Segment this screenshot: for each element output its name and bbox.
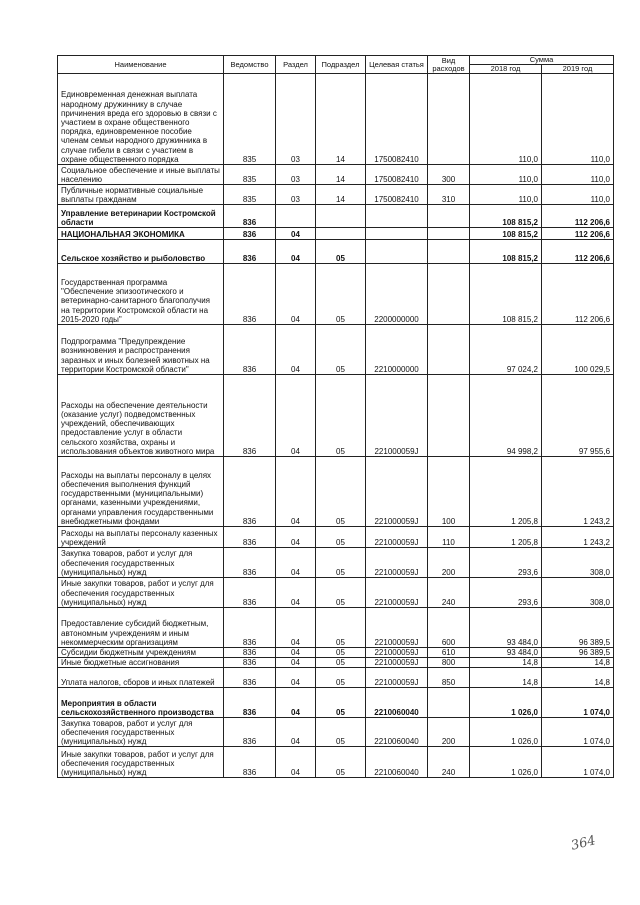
row-sum-2018: 110,0 [470, 74, 542, 165]
row-razdel: 04 [276, 264, 316, 325]
row-expense-type: 800 [428, 658, 470, 668]
row-expense-type [428, 74, 470, 165]
budget-table [57, 55, 614, 778]
row-sum-2019: 112 206,6 [542, 264, 614, 325]
row-article [366, 205, 428, 228]
row-vedomstvo: 836 [224, 688, 276, 718]
row-razdel: 04 [276, 240, 316, 264]
header-name: Наименование [58, 56, 224, 74]
row-expense-type [428, 264, 470, 325]
row-vedomstvo: 836 [224, 658, 276, 668]
row-expense-type [428, 325, 470, 375]
row-expense-type: 610 [428, 648, 470, 658]
row-article: 2210060040 [366, 747, 428, 778]
row-name: Иные бюджетные ассигнования [58, 658, 224, 668]
row-razdel: 03 [276, 74, 316, 165]
table-row [58, 185, 614, 205]
table-row [58, 658, 614, 668]
row-expense-type: 110 [428, 527, 470, 548]
row-sum-2019: 112 206,6 [542, 205, 614, 228]
row-vedomstvo: 836 [224, 747, 276, 778]
row-name: Субсидии бюджетным учреждениям [58, 648, 224, 658]
table-row [58, 648, 614, 658]
header-sum: Сумма [470, 56, 614, 65]
header-podrazdel: Подраздел [316, 56, 366, 74]
row-name: Расходы на обеспечение деятельности (оказание услуг) подведомственных учреждений, обеспечивающих предоставление услуг в области сельского хозяйства, охраны и использования объектов животного мира [58, 375, 224, 457]
row-podrazdel: 14 [316, 185, 366, 205]
row-podrazdel: 05 [316, 608, 366, 648]
row-article: 1750082410 [366, 185, 428, 205]
row-article: 2210060040 [366, 718, 428, 747]
header-year-2019: 2019 год [542, 65, 614, 74]
row-sum-2019: 96 389,5 [542, 608, 614, 648]
row-name: Мероприятия в области сельскохозяйственного производства [58, 688, 224, 718]
row-razdel: 04 [276, 688, 316, 718]
row-name: Иные закупки товаров, работ и услуг для обеспечения государственных (муниципальных) нужд [58, 747, 224, 778]
row-sum-2019: 96 389,5 [542, 648, 614, 658]
row-podrazdel [316, 228, 366, 240]
table-row [58, 668, 614, 688]
row-sum-2018: 110,0 [470, 165, 542, 185]
row-podrazdel: 05 [316, 548, 366, 578]
row-article: 221000059J [366, 457, 428, 527]
row-razdel: 04 [276, 668, 316, 688]
row-sum-2019: 14,8 [542, 658, 614, 668]
header-article: Целевая статья [366, 56, 428, 74]
row-expense-type [428, 240, 470, 264]
row-sum-2018: 94 998,2 [470, 375, 542, 457]
row-vedomstvo: 836 [224, 608, 276, 648]
row-sum-2019: 97 955,6 [542, 375, 614, 457]
row-podrazdel: 05 [316, 688, 366, 718]
row-sum-2019: 308,0 [542, 548, 614, 578]
row-podrazdel: 05 [316, 658, 366, 668]
row-razdel: 04 [276, 457, 316, 527]
row-razdel: 04 [276, 578, 316, 608]
row-vedomstvo: 836 [224, 527, 276, 548]
row-sum-2019: 110,0 [542, 165, 614, 185]
row-expense-type: 850 [428, 668, 470, 688]
row-sum-2018: 108 815,2 [470, 205, 542, 228]
table-row [58, 688, 614, 718]
row-vedomstvo: 835 [224, 185, 276, 205]
row-sum-2018: 1 205,8 [470, 527, 542, 548]
header-vedomstvo: Ведомство [224, 56, 276, 74]
row-name: Закупка товаров, работ и услуг для обеспечения государственных (муниципальных) нужд [58, 548, 224, 578]
row-expense-type: 200 [428, 548, 470, 578]
row-vedomstvo: 836 [224, 240, 276, 264]
row-name: Публичные нормативные социальные выплаты гражданам [58, 185, 224, 205]
table-row [58, 228, 614, 240]
row-podrazdel: 05 [316, 375, 366, 457]
row-article: 2210000000 [366, 325, 428, 375]
row-vedomstvo: 836 [224, 205, 276, 228]
row-sum-2019: 14,8 [542, 668, 614, 688]
row-name: Социальное обеспечение и иные выплаты населению [58, 165, 224, 185]
row-sum-2019: 112 206,6 [542, 240, 614, 264]
table-row [58, 548, 614, 578]
row-article [366, 240, 428, 264]
row-name: Управление ветеринарии Костромской области [58, 205, 224, 228]
row-vedomstvo: 836 [224, 718, 276, 747]
row-sum-2019: 1 074,0 [542, 747, 614, 778]
row-razdel: 03 [276, 165, 316, 185]
row-sum-2018: 293,6 [470, 548, 542, 578]
row-expense-type: 240 [428, 747, 470, 778]
row-razdel: 04 [276, 325, 316, 375]
row-podrazdel: 05 [316, 578, 366, 608]
row-name: Предоставление субсидий бюджетным, автономным учреждениям и иным некоммерческим организациям [58, 608, 224, 648]
table-row [58, 747, 614, 778]
row-sum-2019: 112 206,6 [542, 228, 614, 240]
row-razdel: 04 [276, 608, 316, 648]
row-sum-2019: 1 243,2 [542, 457, 614, 527]
row-name: Сельское хозяйство и рыболовство [58, 240, 224, 264]
row-razdel: 04 [276, 648, 316, 658]
row-sum-2018: 14,8 [470, 668, 542, 688]
row-vedomstvo: 836 [224, 578, 276, 608]
row-vedomstvo: 836 [224, 228, 276, 240]
row-name: Закупка товаров, работ и услуг для обеспечения государственных (муниципальных) нужд [58, 718, 224, 747]
row-sum-2018: 14,8 [470, 658, 542, 668]
row-podrazdel [316, 205, 366, 228]
row-name: Единовременная денежная выплата народному дружиннику в случае причинения вреда его здоровью в связи с участием в охране общественного порядка, единовременное пособие членам семьи народного дружинника в случае гибели в связи с участием в охране общественного порядка [58, 74, 224, 165]
row-sum-2018: 1 026,0 [470, 688, 542, 718]
header-expense-type: Вид расходов [428, 56, 470, 74]
row-sum-2018: 108 815,2 [470, 228, 542, 240]
row-sum-2019: 110,0 [542, 74, 614, 165]
row-vedomstvo: 836 [224, 457, 276, 527]
header-year-2018: 2018 год [470, 65, 542, 74]
table-body [58, 74, 614, 778]
header-razdel: Раздел [276, 56, 316, 74]
table-row [58, 325, 614, 375]
row-podrazdel: 05 [316, 457, 366, 527]
row-article: 221000059J [366, 548, 428, 578]
row-article [366, 228, 428, 240]
row-sum-2019: 1 074,0 [542, 688, 614, 718]
table-row [58, 205, 614, 228]
table-row [58, 527, 614, 548]
row-vedomstvo: 835 [224, 74, 276, 165]
row-sum-2019: 110,0 [542, 185, 614, 205]
row-podrazdel: 05 [316, 325, 366, 375]
row-article: 221000059J [366, 375, 428, 457]
row-vedomstvo: 835 [224, 165, 276, 185]
row-sum-2018: 1 205,8 [470, 457, 542, 527]
row-expense-type: 100 [428, 457, 470, 527]
row-name: Подпрограмма "Предупреждение возникновения и распространения заразных и иных болезней животных на территории Костромской области" [58, 325, 224, 375]
row-podrazdel: 14 [316, 165, 366, 185]
table-row [58, 718, 614, 747]
row-expense-type: 310 [428, 185, 470, 205]
row-razdel: 03 [276, 185, 316, 205]
row-name: Расходы на выплаты персоналу в целях обеспечения выполнения функций государственными (муниципальными) органами, казенными учреждениями, органами управления государственными внебюджетными фондами [58, 457, 224, 527]
row-podrazdel: 05 [316, 668, 366, 688]
row-vedomstvo: 836 [224, 325, 276, 375]
row-podrazdel: 05 [316, 747, 366, 778]
row-name: Государственная программа "Обеспечение эпизоотического и ветеринарно-санитарного благополучия на территории Костромской области на 2015-2020 годы" [58, 264, 224, 325]
row-expense-type: 300 [428, 165, 470, 185]
row-article: 1750082410 [366, 165, 428, 185]
row-sum-2019: 308,0 [542, 578, 614, 608]
row-vedomstvo: 836 [224, 648, 276, 658]
page-number: 364 [569, 833, 598, 854]
table-row [58, 457, 614, 527]
row-article: 221000059J [366, 658, 428, 668]
row-sum-2019: 1 074,0 [542, 718, 614, 747]
row-sum-2018: 93 484,0 [470, 648, 542, 658]
row-podrazdel: 14 [316, 74, 366, 165]
table-row [58, 578, 614, 608]
row-sum-2018: 1 026,0 [470, 718, 542, 747]
row-razdel: 04 [276, 548, 316, 578]
row-article: 221000059J [366, 527, 428, 548]
row-razdel: 04 [276, 228, 316, 240]
row-razdel: 04 [276, 747, 316, 778]
row-expense-type: 240 [428, 578, 470, 608]
row-name: Расходы на выплаты персоналу казенных учреждений [58, 527, 224, 548]
row-expense-type: 200 [428, 718, 470, 747]
row-sum-2019: 100 029,5 [542, 325, 614, 375]
row-name: Иные закупки товаров, работ и услуг для обеспечения государственных (муниципальных) нужд [58, 578, 224, 608]
row-expense-type [428, 688, 470, 718]
row-sum-2018: 108 815,2 [470, 264, 542, 325]
row-article: 221000059J [366, 668, 428, 688]
row-razdel: 04 [276, 527, 316, 548]
row-article: 221000059J [366, 608, 428, 648]
row-vedomstvo: 836 [224, 548, 276, 578]
table-row [58, 608, 614, 648]
row-article: 2210060040 [366, 688, 428, 718]
row-expense-type [428, 228, 470, 240]
row-vedomstvo: 836 [224, 264, 276, 325]
row-podrazdel: 05 [316, 648, 366, 658]
row-sum-2018: 1 026,0 [470, 747, 542, 778]
row-podrazdel: 05 [316, 264, 366, 325]
row-name: Уплата налогов, сборов и иных платежей [58, 668, 224, 688]
row-sum-2018: 108 815,2 [470, 240, 542, 264]
table-row [58, 240, 614, 264]
table-row [58, 264, 614, 325]
row-razdel: 04 [276, 658, 316, 668]
row-podrazdel: 05 [316, 240, 366, 264]
table-header [58, 56, 614, 74]
row-vedomstvo: 836 [224, 668, 276, 688]
row-expense-type: 600 [428, 608, 470, 648]
row-sum-2018: 110,0 [470, 185, 542, 205]
row-article: 1750082410 [366, 74, 428, 165]
row-podrazdel: 05 [316, 718, 366, 747]
row-razdel: 04 [276, 375, 316, 457]
row-sum-2018: 93 484,0 [470, 608, 542, 648]
row-expense-type [428, 375, 470, 457]
row-article: 221000059J [366, 578, 428, 608]
row-article: 221000059J [366, 648, 428, 658]
row-vedomstvo: 836 [224, 375, 276, 457]
row-razdel [276, 205, 316, 228]
row-razdel: 04 [276, 718, 316, 747]
row-name: НАЦИОНАЛЬНАЯ ЭКОНОМИКА [58, 228, 224, 240]
table-row [58, 165, 614, 185]
row-podrazdel: 05 [316, 527, 366, 548]
row-sum-2019: 1 243,2 [542, 527, 614, 548]
row-sum-2018: 97 024,2 [470, 325, 542, 375]
table-row [58, 74, 614, 165]
row-sum-2018: 293,6 [470, 578, 542, 608]
table-row [58, 375, 614, 457]
row-article: 2200000000 [366, 264, 428, 325]
row-expense-type [428, 205, 470, 228]
